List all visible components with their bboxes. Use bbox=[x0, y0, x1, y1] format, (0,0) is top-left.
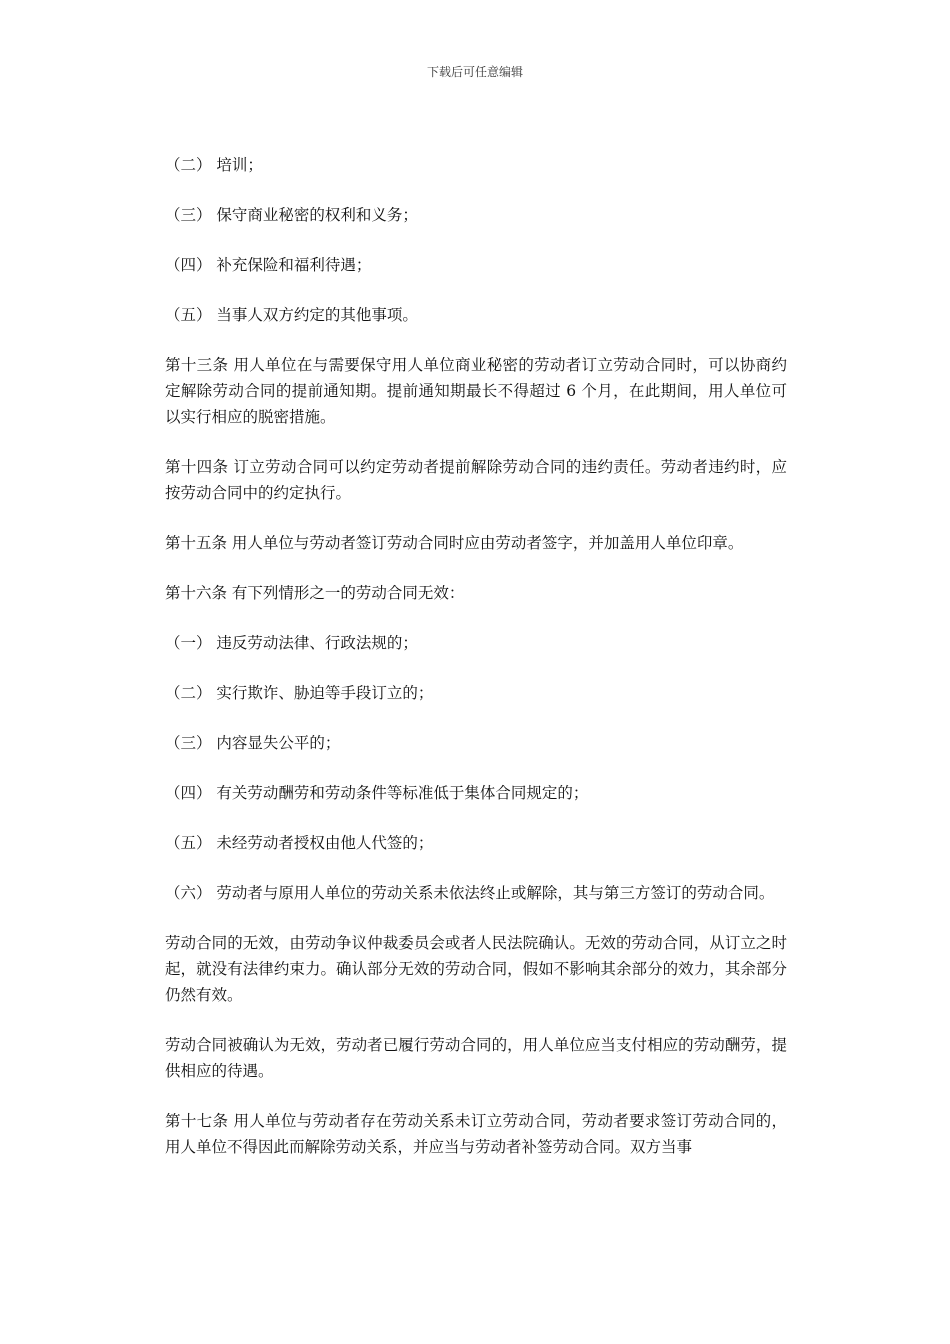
document-body bbox=[165, 152, 787, 1184]
article-paragraph: 第十五条 用人单位与劳动者签订劳动合同时应由劳动者签字，并加盖用人单位印章。 bbox=[165, 534, 744, 552]
article-paragraph: 第十七条 用人单位与劳动者存在劳动关系未订立劳动合同，劳动者要求签订劳动合同的，用人单位不得因此而解除劳动关系，并应当与劳动者补签劳动合同。双方当事 bbox=[165, 1112, 787, 1156]
list-item: （三） 保守商业秘密的权利和义务； bbox=[165, 206, 418, 224]
page-header: 下载后可任意编辑 bbox=[426, 65, 523, 79]
article-paragraph: 第十六条 有下列情形之一的劳动合同无效： bbox=[165, 584, 465, 602]
list-item: （四） 补充保险和福利待遇； bbox=[165, 256, 372, 274]
article-paragraph: 第十四条 订立劳动合同可以约定劳动者提前解除劳动合同的违约责任。劳动者违约时，应按劳动合同中的约定执行。 bbox=[165, 458, 787, 502]
list-item: （五） 未经劳动者授权由他人代签的； bbox=[165, 834, 434, 852]
body-paragraph: 劳动合同的无效，由劳动争议仲裁委员会或者人民法院确认。无效的劳动合同，从订立之时起，就没有法律约束力。确认部分无效的劳动合同，假如不影响其余部分的效力，其余部分仍然有效。 bbox=[165, 934, 787, 1004]
list-item: （六） 劳动者与原用人单位的劳动关系未依法终止或解除，其与第三方签订的劳动合同。 bbox=[165, 884, 775, 902]
list-item: （一） 违反劳动法律、行政法规的； bbox=[165, 634, 418, 652]
list-item: （五） 当事人双方约定的其他事项。 bbox=[165, 306, 418, 324]
list-item: （四） 有关劳动酬劳和劳动条件等标准低于集体合同规定的； bbox=[165, 784, 589, 802]
article-paragraph: 第十三条 用人单位在与需要保守用人单位商业秘密的劳动者订立劳动合同时，可以协商约定解除劳动合同的提前通知期。提前通知期最长不得超过 6 个月，在此期间，用人单位可以实行相应的脱密措施。 bbox=[165, 356, 787, 426]
list-item: （二） 培训； bbox=[165, 156, 263, 174]
body-paragraph: 劳动合同被确认为无效，劳动者已履行劳动合同的，用人单位应当支付相应的劳动酬劳，提供相应的待遇。 bbox=[165, 1036, 787, 1080]
list-item: （三） 内容显失公平的； bbox=[165, 734, 341, 752]
list-item: （二） 实行欺诈、胁迫等手段订立的； bbox=[165, 684, 434, 702]
